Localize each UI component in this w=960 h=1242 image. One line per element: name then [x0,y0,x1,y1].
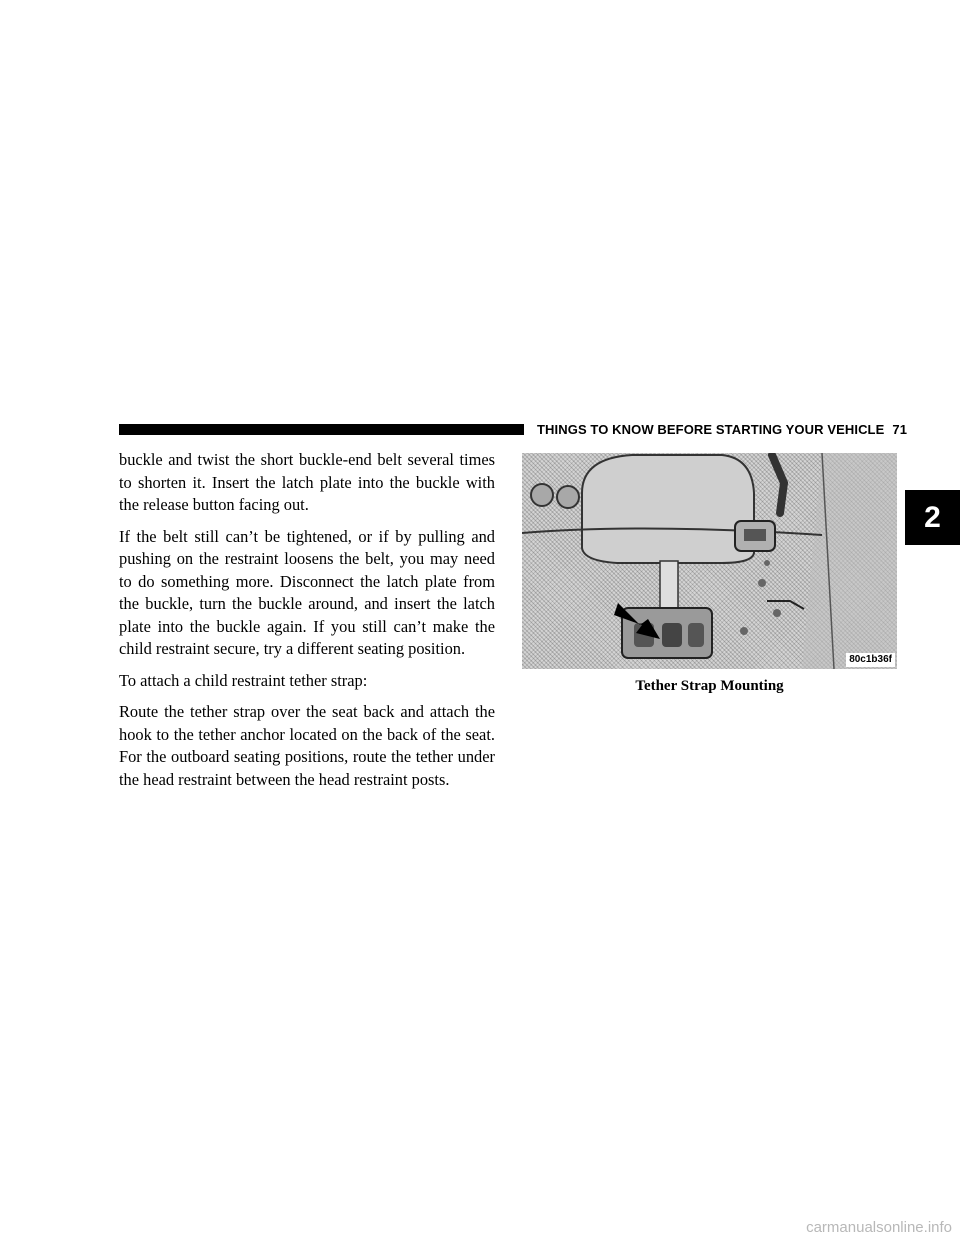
paragraph: Route the tether strap over the seat back and attach the hook to the tether anchor located on the back of the seat. For the outboard seating positions, route the tether under the head restraint between the head restraint posts. [119,702,495,789]
figure-code: 80c1b36f [846,653,895,667]
tether-strap-figure [522,453,897,669]
paragraph: buckle and twist the short buckle-end belt several times to shorten it. Insert the latch plate into the buckle with the release button facing out. [119,450,495,514]
paragraph: To attach a child restraint tether strap: [119,670,368,690]
body-text [119,449,495,800]
seat-back-illustration [522,453,897,669]
page-number: 71 [892,422,908,437]
watermark: carmanualsonline.info [806,1219,952,1236]
running-header [537,421,907,439]
figure-caption: Tether Strap Mounting [635,678,784,694]
header-title: THINGS TO KNOW BEFORE STARTING YOUR VEHICLE [537,422,885,437]
header-rule [119,424,524,435]
section-tab: 2 [905,490,960,545]
paragraph: If the belt still can’t be tightened, or if by pulling and pushing on the restraint loosens the belt, you may need to do something more. Disconnect the latch plate from the buckle, turn the buckle around, and insert the latch plate into the buckle again. If you still can’t make the child restraint secure, try a different seating position. [119,526,495,658]
